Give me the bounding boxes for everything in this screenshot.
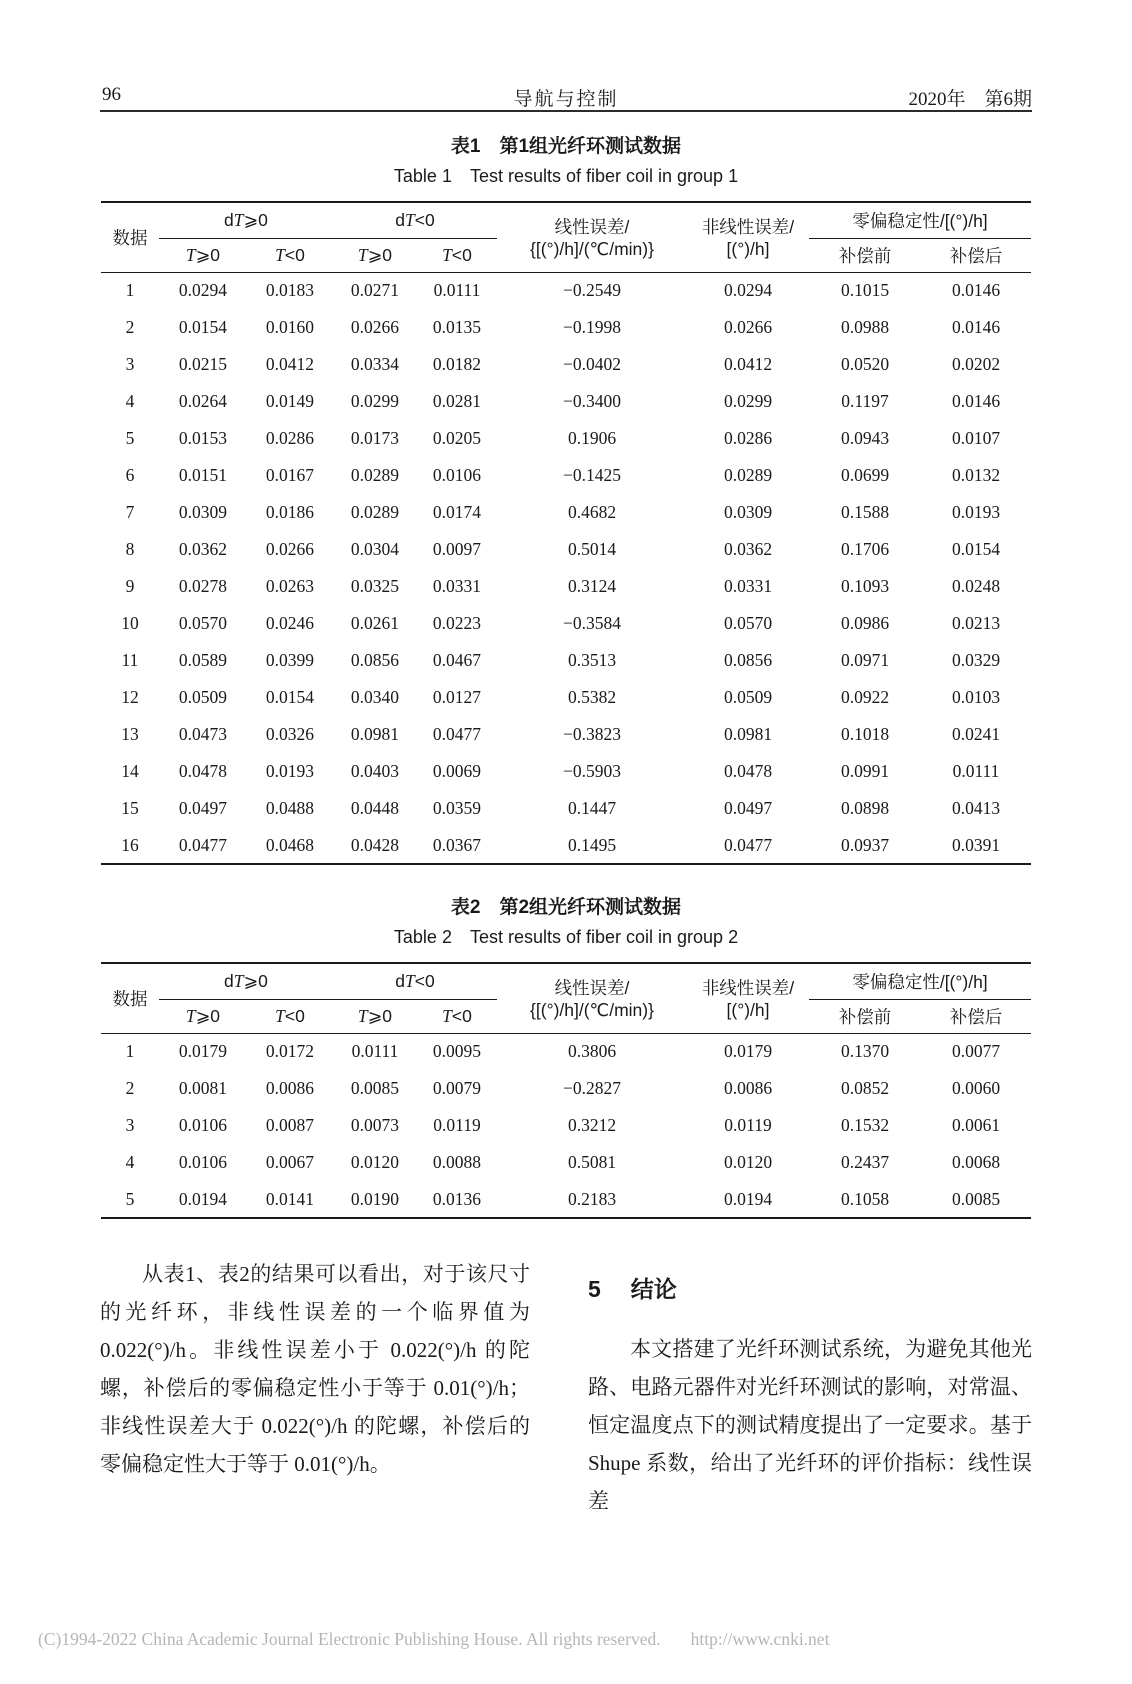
table-row <box>101 309 1031 346</box>
table-cell: −0.2549 <box>563 280 621 301</box>
table-cell: 0.0468 <box>265 834 315 855</box>
table-row <box>101 531 1031 568</box>
table-cell: 0.0095 <box>432 1041 482 1062</box>
table-cell: 0.2183 <box>567 1188 617 1209</box>
col-header-nonlinear-error: 非线性误差/ [(°)/h] <box>687 963 809 1033</box>
table-cell: 0.0852 <box>840 1078 890 1098</box>
table-cell: 0.0146 <box>951 280 1001 301</box>
table-cell: −0.5903 <box>563 761 621 781</box>
table-row <box>101 494 1031 531</box>
table-cell: 0.0127 <box>432 687 482 707</box>
table-cell: 0.0391 <box>951 834 1001 855</box>
col-subheader-t-ge0: T⩾0 <box>333 999 417 1033</box>
table-cell: 0.0340 <box>350 687 400 707</box>
page-number: 96 <box>102 84 121 105</box>
row-index-cell: 13 <box>121 724 139 744</box>
row-index-cell: 4 <box>125 1152 135 1172</box>
table-cell: 0.0991 <box>840 761 890 781</box>
table-cell: 0.0213 <box>951 613 1001 633</box>
table-cell: 0.0570 <box>723 613 773 633</box>
table-cell: 0.0520 <box>840 354 890 374</box>
col-header-dt-lt0: dT<0 <box>333 963 497 999</box>
row-index-cell: 3 <box>125 1115 135 1135</box>
table-cell: 0.0309 <box>723 502 773 522</box>
table-cell: 0.0215 <box>178 354 228 374</box>
table-cell: 0.0331 <box>432 576 482 596</box>
table-cell: 0.0149 <box>265 391 315 411</box>
table-cell: 0.1532 <box>840 1115 890 1135</box>
row-index-cell: 2 <box>125 317 135 337</box>
table-cell: 0.1015 <box>840 280 890 301</box>
col-subheader-t-ge0: T⩾0 <box>333 238 417 272</box>
table-row <box>101 679 1031 716</box>
table-cell: 0.1588 <box>840 502 890 522</box>
table-cell: 0.0205 <box>432 428 482 448</box>
table-cell: 0.0299 <box>350 391 400 411</box>
table-cell: 0.0266 <box>265 539 315 559</box>
table-cell: 0.0478 <box>723 761 773 781</box>
table1-title-cn: 表1 第1组光纤环测试数据 <box>450 136 682 157</box>
col-header-linear-error: 线性误差/ {[(°)/h]/(℃/min)} <box>497 963 687 1033</box>
table-cell: 0.0412 <box>265 354 315 374</box>
table-cell: 0.1495 <box>567 834 617 855</box>
table-cell: 0.0106 <box>178 1115 228 1135</box>
table-cell: 0.0174 <box>432 502 482 522</box>
table-cell: 0.0119 <box>724 1115 772 1135</box>
table1-section <box>0 136 1132 865</box>
table-cell: 0.0172 <box>265 1041 315 1062</box>
table-cell: 0.0699 <box>840 465 890 485</box>
table-cell: 0.0154 <box>265 687 315 707</box>
table-cell: 0.0922 <box>840 687 890 707</box>
table-row <box>101 420 1031 457</box>
table-cell: 0.0085 <box>350 1078 400 1098</box>
table-cell: 0.0988 <box>840 317 890 337</box>
table-row <box>101 1181 1031 1218</box>
row-index-cell: 2 <box>125 1078 135 1098</box>
table-cell: 0.0981 <box>350 724 400 744</box>
table-cell: 0.0154 <box>178 317 228 337</box>
page-footer <box>38 1629 829 1650</box>
table-cell: 0.0412 <box>723 354 773 374</box>
row-index-cell: 4 <box>125 391 135 411</box>
table-cell: 0.0103 <box>951 687 1001 707</box>
table1 <box>101 201 1031 865</box>
table-cell: 0.1197 <box>841 391 889 411</box>
table-cell: 0.0399 <box>265 650 315 670</box>
col-subheader-t-ge0: T⩾0 <box>159 999 247 1033</box>
paper-page <box>0 84 1132 1649</box>
row-index-cell: 1 <box>125 280 135 301</box>
table1-title-en: Table 1 Test results of fiber coil in group 1 <box>393 166 739 186</box>
col-header-dt-ge0: dT⩾0 <box>159 963 333 999</box>
table-cell: 0.0183 <box>265 280 315 301</box>
table-cell: 0.0073 <box>350 1115 400 1135</box>
table-row <box>101 642 1031 679</box>
table-cell: 0.0937 <box>840 834 890 855</box>
table-cell: 0.3806 <box>567 1041 617 1062</box>
table-cell: 0.0329 <box>951 650 1001 670</box>
row-index-cell: 10 <box>121 613 139 633</box>
table-cell: 0.0325 <box>350 576 400 596</box>
table-cell: 0.0263 <box>265 576 315 596</box>
table-cell: 0.0179 <box>178 1041 228 1062</box>
table-cell: 0.0160 <box>265 317 315 337</box>
table-row <box>101 753 1031 790</box>
col-header-data: 数据 <box>101 202 159 272</box>
table-cell: 0.0477 <box>432 724 482 744</box>
table-cell: 0.0194 <box>178 1188 228 1209</box>
body-paragraph-results: 从表1、表2的结果可以看出，对于该尺寸的光纤环，非线性误差的一个临界值为 0.022(°)/h。非线性误差小于 0.022(°)/h 的陀螺，补偿后的零偏稳定性小于等于 0.01(°)/h；非线性误差大于 0.022(°)/h 的陀螺，补偿后的零偏稳定性大于等于 0.01(°)/h。 <box>100 1262 530 1476</box>
table-cell: 0.0173 <box>350 428 400 448</box>
table-cell: −0.0402 <box>563 354 621 374</box>
col-subheader-after-compensation: 补偿后 <box>921 238 1031 272</box>
table-cell: −0.3584 <box>563 613 621 633</box>
table-cell: 0.0570 <box>178 613 228 633</box>
table-cell: 0.0286 <box>723 428 773 448</box>
table-cell: 0.0111 <box>952 761 1000 781</box>
table-cell: 0.0194 <box>723 1188 773 1209</box>
table-cell: 0.3212 <box>567 1115 617 1135</box>
table-cell: 0.0097 <box>432 539 482 559</box>
table-row <box>101 605 1031 642</box>
table-cell: 0.0304 <box>350 539 400 559</box>
table-cell: 0.0986 <box>840 613 890 633</box>
table-cell: 0.0179 <box>723 1041 773 1062</box>
table-cell: 0.0497 <box>723 798 773 818</box>
col-header-bias-stability: 零偏稳定性/[(°)/h] <box>809 202 1031 238</box>
table-cell: 0.0088 <box>432 1152 482 1172</box>
table-cell: 0.0362 <box>723 539 773 559</box>
table-cell: 0.3124 <box>567 576 617 596</box>
table-cell: 0.0136 <box>432 1188 482 1209</box>
row-index-cell: 11 <box>121 650 139 670</box>
table-row <box>101 1107 1031 1144</box>
table-cell: 0.0120 <box>723 1152 773 1172</box>
table-cell: 0.5081 <box>567 1152 617 1172</box>
table-cell: 0.0079 <box>432 1078 482 1098</box>
table2 <box>101 962 1031 1219</box>
table-cell: 0.5382 <box>567 687 617 707</box>
table-cell: 0.0971 <box>840 650 890 670</box>
table-cell: 0.0289 <box>350 502 400 522</box>
table-cell: 0.0477 <box>723 834 773 855</box>
table-cell: 0.0898 <box>840 798 890 818</box>
row-index-cell: 9 <box>125 576 135 596</box>
table-cell: 0.0193 <box>265 761 315 781</box>
cnki-url: http://www.cnki.net <box>690 1629 830 1649</box>
table-cell: 0.0067 <box>265 1152 315 1172</box>
table-cell: 0.0146 <box>951 391 1001 411</box>
table-cell: 0.0509 <box>723 687 773 707</box>
table-cell: 0.0488 <box>265 798 315 818</box>
table-cell: 0.0132 <box>951 465 1001 485</box>
table-cell: 0.1706 <box>840 539 890 559</box>
col-header-data: 数据 <box>101 963 159 1033</box>
table-cell: 0.0081 <box>178 1078 228 1098</box>
table-cell: 0.0107 <box>951 428 1001 448</box>
table-cell: 0.0193 <box>951 502 1001 522</box>
row-index-cell: 3 <box>125 354 135 374</box>
table2-title-cn: 表2 第2组光纤环测试数据 <box>450 897 682 918</box>
table-cell: 0.0478 <box>178 761 228 781</box>
row-index-cell: 7 <box>125 502 135 522</box>
table-cell: 0.0359 <box>432 798 482 818</box>
table-cell: 0.0106 <box>432 465 482 485</box>
table2-section <box>0 897 1132 1219</box>
row-index-cell: 1 <box>125 1041 135 1062</box>
col-header-dt-ge0: dT⩾0 <box>159 202 333 238</box>
table-row <box>101 1144 1031 1181</box>
table-cell: 0.0167 <box>265 465 315 485</box>
table-cell: 0.0286 <box>265 428 315 448</box>
row-index-cell: 8 <box>125 539 135 559</box>
table-row <box>101 568 1031 605</box>
col-subheader-t-lt0: T<0 <box>247 999 333 1033</box>
table-cell: 0.0589 <box>178 650 228 670</box>
table-row <box>101 383 1031 420</box>
table-cell: 0.2437 <box>840 1152 890 1172</box>
table-cell: 0.5014 <box>567 539 617 559</box>
table-cell: 0.0141 <box>265 1188 315 1209</box>
table-cell: 0.0154 <box>951 539 1001 559</box>
body-paragraph-conclusion: 本文搭建了光纤环测试系统，为避免其他光路、电路元器件对光纤环测试的影响，对常温、恒定温度点下的测试精度提出了一定要求。基于 Shupe 系数，给出了光纤环的评价指标：线性误差 <box>588 1337 1032 1513</box>
body-columns <box>100 1255 1032 1520</box>
table1-body <box>101 272 1031 864</box>
table2-body <box>101 1033 1031 1218</box>
table-cell: 0.1447 <box>567 798 617 818</box>
table-cell: 0.0135 <box>432 317 482 337</box>
table-cell: 0.0060 <box>951 1078 1001 1098</box>
table-cell: 0.0106 <box>178 1152 228 1172</box>
table-cell: 0.0186 <box>265 502 315 522</box>
table-cell: 0.0299 <box>723 391 773 411</box>
table-cell: 0.1093 <box>840 576 890 596</box>
table-cell: 0.0467 <box>432 650 482 670</box>
table-cell: 0.0146 <box>951 317 1001 337</box>
table-cell: 0.0069 <box>432 761 482 781</box>
table-row <box>101 1070 1031 1107</box>
table-cell: 0.0856 <box>723 650 773 670</box>
col-header-linear-error: 线性误差/ {[(°)/h]/(℃/min)} <box>497 202 687 272</box>
table-cell: 0.0943 <box>840 428 890 448</box>
table-row <box>101 457 1031 494</box>
section-title: 结论 <box>630 1276 677 1302</box>
table-cell: 0.0111 <box>433 280 481 301</box>
table-cell: 0.0264 <box>178 391 228 411</box>
table-cell: 0.3513 <box>567 650 617 670</box>
row-index-cell: 6 <box>125 465 135 485</box>
issue-info: 2020年 第6期 <box>908 89 1032 110</box>
table-cell: 0.0981 <box>723 724 773 744</box>
table-cell: 0.0266 <box>350 317 400 337</box>
table-cell: 0.0202 <box>951 354 1001 374</box>
col-header-nonlinear-error: 非线性误差/ [(°)/h] <box>687 202 809 272</box>
table-row <box>101 346 1031 383</box>
row-index-cell: 16 <box>121 834 139 855</box>
table-row <box>101 1033 1031 1070</box>
table-cell: 0.0477 <box>178 834 228 855</box>
section-heading-conclusion <box>588 1271 1032 1304</box>
table-cell: 0.0223 <box>432 613 482 633</box>
table-cell: 0.0085 <box>951 1188 1001 1209</box>
left-column <box>100 1255 530 1520</box>
table-cell: −0.1998 <box>563 317 621 337</box>
table-cell: 0.0068 <box>951 1152 1001 1172</box>
col-subheader-t-ge0: T⩾0 <box>159 238 247 272</box>
table-cell: 0.0086 <box>265 1078 315 1098</box>
row-index-cell: 14 <box>121 761 139 781</box>
table-cell: 0.0331 <box>723 576 773 596</box>
table-cell: 0.0271 <box>350 280 400 301</box>
row-index-cell: 5 <box>125 428 135 448</box>
table-cell: 0.0182 <box>432 354 482 374</box>
table-cell: 0.0413 <box>951 798 1001 818</box>
table-cell: 0.0266 <box>723 317 773 337</box>
table-cell: 0.0289 <box>723 465 773 485</box>
table-cell: 0.0077 <box>951 1041 1001 1062</box>
table-cell: 0.0362 <box>178 539 228 559</box>
col-subheader-t-lt0: T<0 <box>417 999 497 1033</box>
page-header <box>100 84 1032 112</box>
table-cell: 0.0111 <box>351 1041 399 1062</box>
table-cell: 0.0086 <box>723 1078 773 1098</box>
table-row <box>101 790 1031 827</box>
table-cell: −0.1425 <box>563 465 621 485</box>
table-cell: 0.0246 <box>265 613 315 633</box>
table-cell: 0.0153 <box>178 428 228 448</box>
table-cell: 0.0061 <box>951 1115 1001 1135</box>
right-column <box>588 1255 1032 1520</box>
table-cell: 0.0248 <box>951 576 1001 596</box>
table-cell: −0.2827 <box>563 1078 621 1098</box>
table-row <box>101 827 1031 864</box>
table-cell: 0.0448 <box>350 798 400 818</box>
col-subheader-before-compensation: 补偿前 <box>809 999 921 1033</box>
table-cell: 0.0261 <box>350 613 400 633</box>
table-cell: 0.0367 <box>432 834 482 855</box>
row-index-cell: 5 <box>125 1188 135 1209</box>
table-cell: 0.4682 <box>567 502 617 522</box>
table-cell: 0.0119 <box>433 1115 481 1135</box>
table-cell: 0.0241 <box>951 724 1001 744</box>
col-subheader-t-lt0: T<0 <box>417 238 497 272</box>
table-cell: 0.0509 <box>178 687 228 707</box>
table-cell: 0.0334 <box>350 354 400 374</box>
table-cell: 0.0497 <box>178 798 228 818</box>
table-cell: 0.0294 <box>178 280 228 301</box>
table-cell: 0.0326 <box>265 724 315 744</box>
table-cell: 0.0856 <box>350 650 400 670</box>
row-index-cell: 15 <box>121 798 139 818</box>
table-cell: 0.0281 <box>432 391 482 411</box>
table2-title-en: Table 2 Test results of fiber coil in group 2 <box>393 927 739 947</box>
table-cell: −0.3400 <box>563 391 621 411</box>
section-number: 5 <box>588 1276 601 1302</box>
row-index-cell: 12 <box>121 687 139 707</box>
table-cell: 0.0120 <box>350 1152 400 1172</box>
table-cell: 0.0428 <box>350 834 400 855</box>
table-row <box>101 716 1031 753</box>
col-header-bias-stability: 零偏稳定性/[(°)/h] <box>809 963 1031 999</box>
journal-title: 导航与控制 <box>513 89 619 110</box>
table-cell: 0.1018 <box>840 724 890 744</box>
table-cell: 0.0473 <box>178 724 228 744</box>
table-cell: −0.3823 <box>563 724 621 744</box>
table-cell: 0.0309 <box>178 502 228 522</box>
col-subheader-before-compensation: 补偿前 <box>809 238 921 272</box>
table-row <box>101 272 1031 309</box>
table-cell: 0.0087 <box>265 1115 315 1135</box>
table-cell: 0.0278 <box>178 576 228 596</box>
col-subheader-after-compensation: 补偿后 <box>921 999 1031 1033</box>
table-cell: 0.1058 <box>840 1188 890 1209</box>
col-subheader-t-lt0: T<0 <box>247 238 333 272</box>
table-cell: 0.1906 <box>567 428 617 448</box>
table-cell: 0.0151 <box>178 465 228 485</box>
col-header-dt-lt0: dT<0 <box>333 202 497 238</box>
table-cell: 0.0190 <box>350 1188 400 1209</box>
copyright-text: (C)1994-2022 China Academic Journal Electronic Publishing House. All rights reserved. <box>38 1629 661 1649</box>
table-cell: 0.1370 <box>840 1041 890 1062</box>
table-cell: 0.0403 <box>350 761 400 781</box>
table-cell: 0.0289 <box>350 465 400 485</box>
table-cell: 0.0294 <box>723 280 773 301</box>
